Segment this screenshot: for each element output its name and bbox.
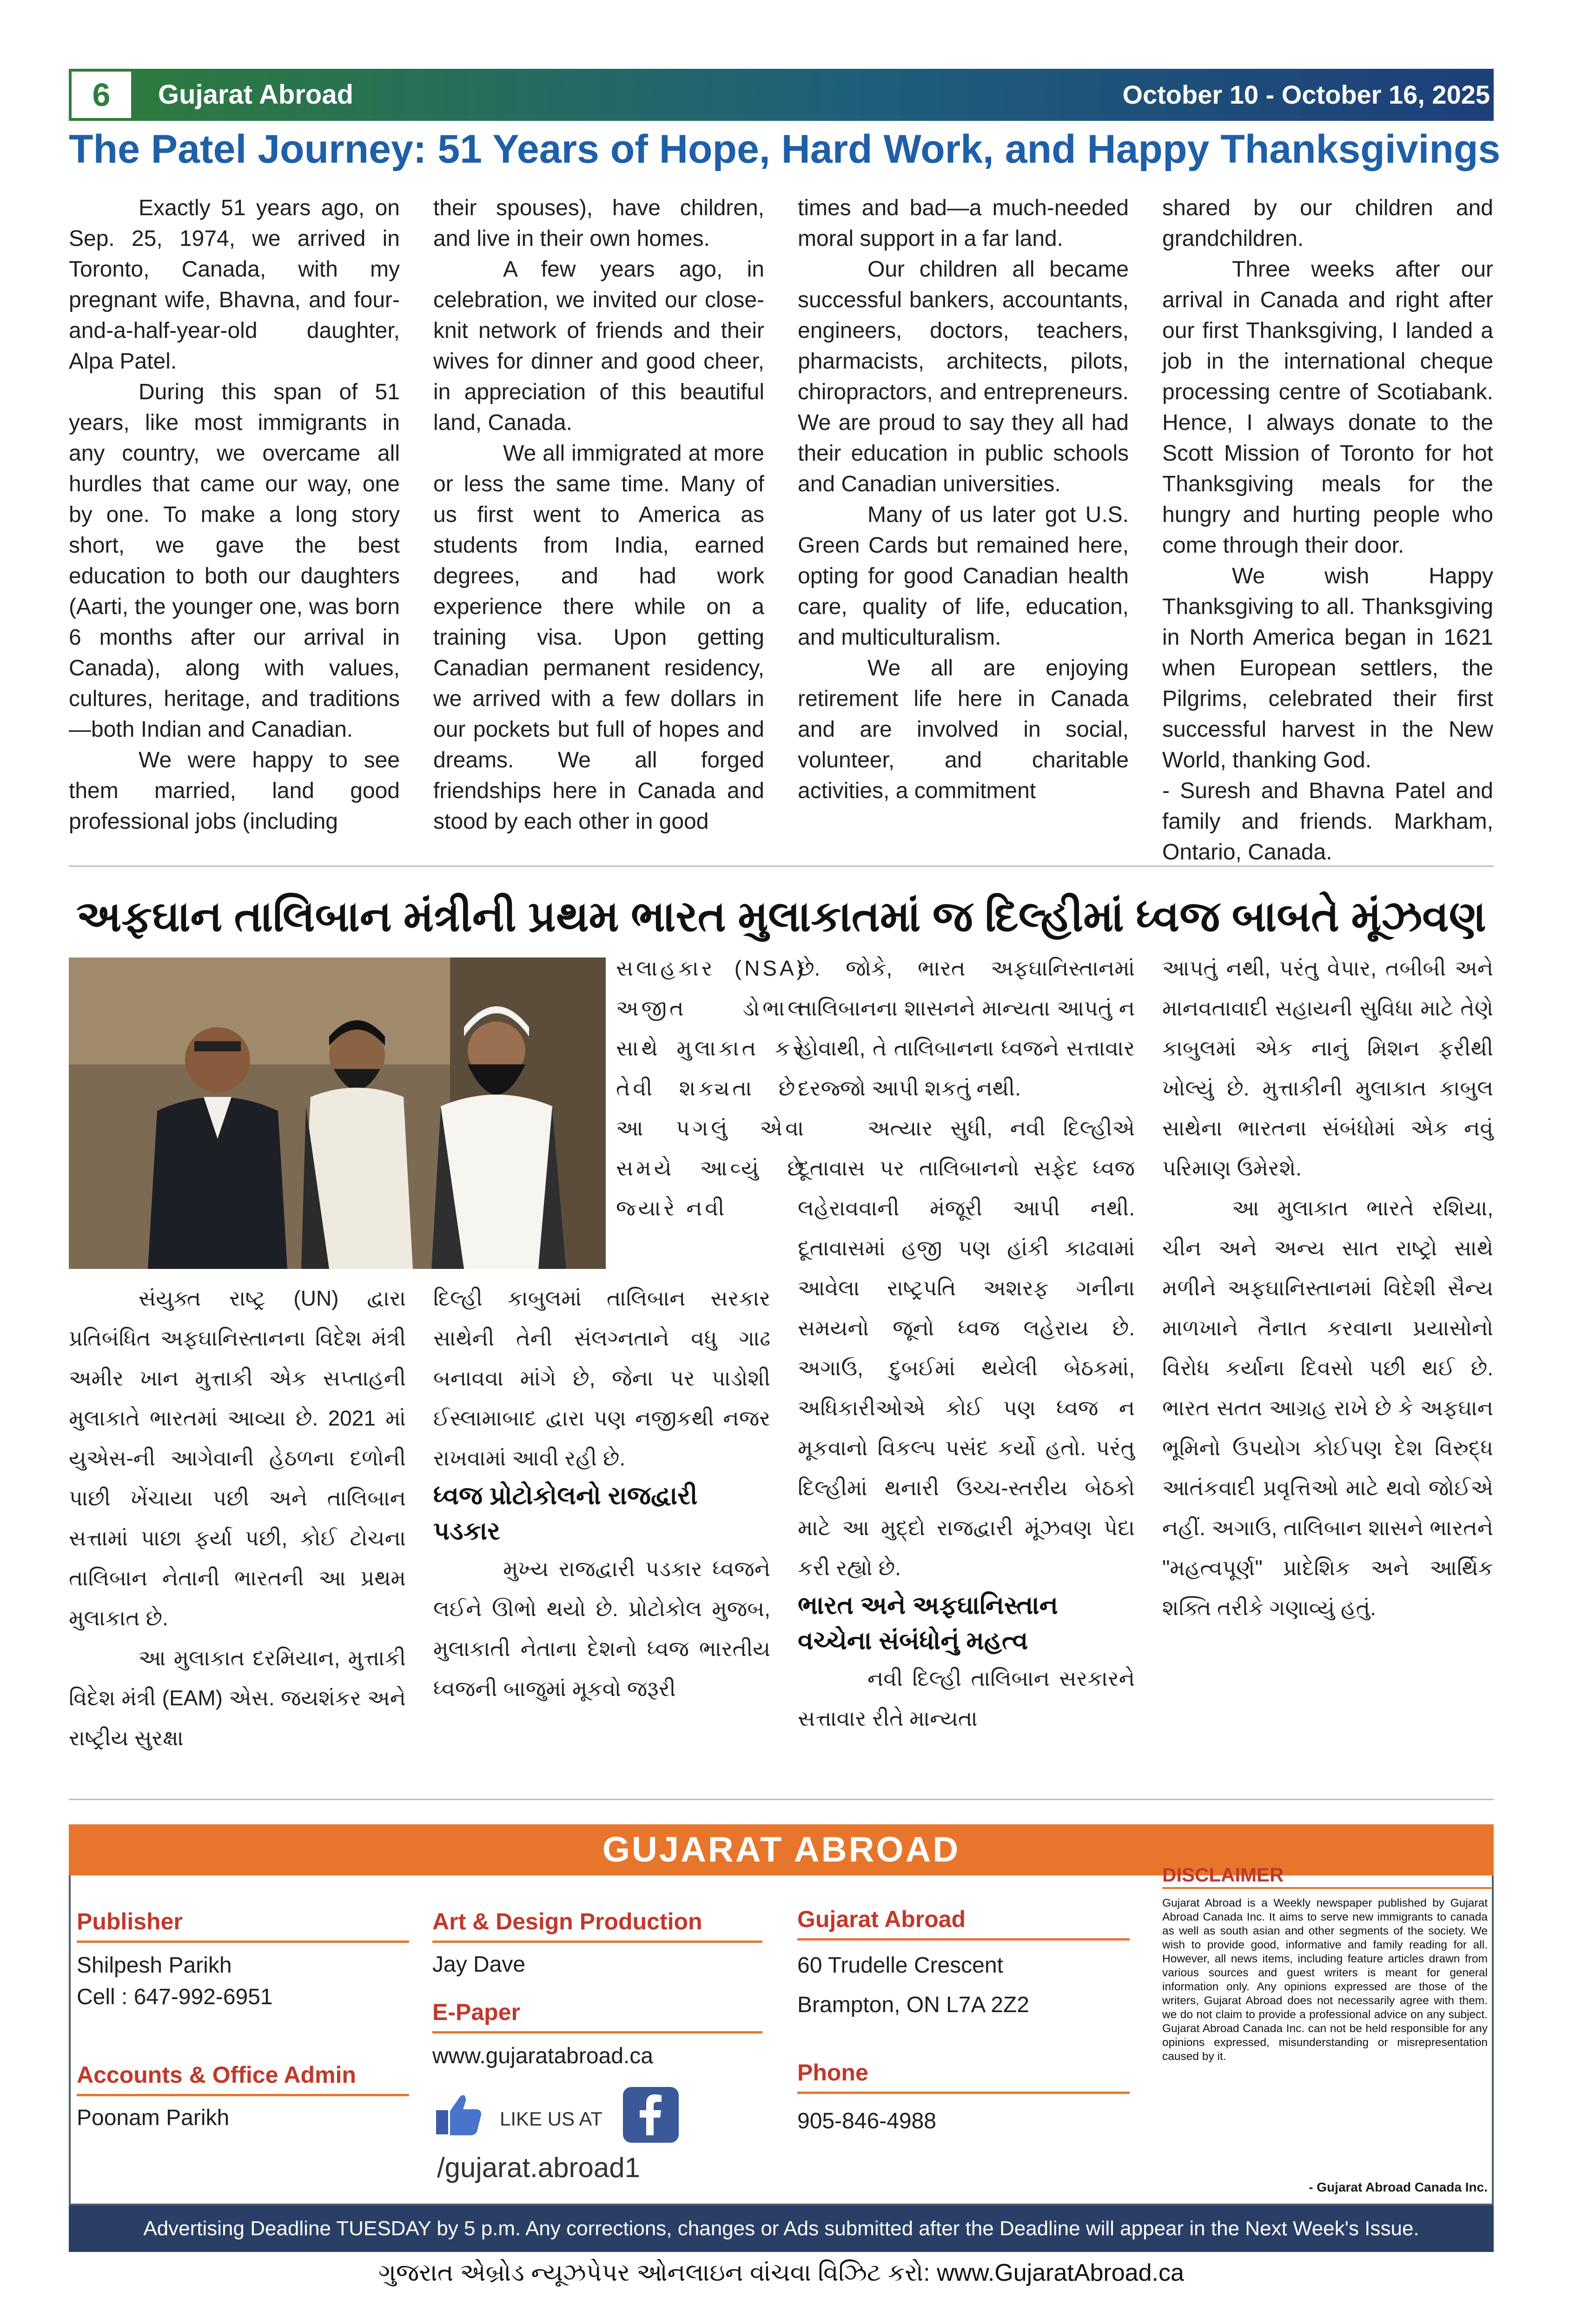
paragraph: છે. જોકે, ભારત અફઘાનિસ્તાનમાં તાલિબાનના શાસનને માન્યતા આપતું ન હોવાથી, તે તાલિબાનના ધ્વજને સત્તાવાર દરજ્જો આપી શકતું નથી. bbox=[798, 956, 1135, 1100]
disclaimer-heading: DISCLAIMER bbox=[1162, 1864, 1284, 1886]
address-line-1: 60 Trudelle Crescent bbox=[797, 1953, 1003, 1978]
paragraph: આ મુલાકાત દરમિયાન, મુત્તાકી વિદેશ મંત્રી (EAM) એસ. જયશંકર અને રાષ્ટ્રીય સુરક્ષા bbox=[69, 1646, 406, 1750]
accounts-name: Poonam Parikh bbox=[77, 2106, 230, 2130]
heading-underline bbox=[77, 2094, 409, 2096]
advertising-deadline-bar: Advertising Deadline TUESDAY by 5 p.m. Any corrections, changes or Ads submitted after the Deadline will appear in the Next Week's Issue. bbox=[69, 2205, 1494, 2252]
paragraph: Many of us later got U.S. Green Cards but remained here, opting for good Canadian health care, quality of life, education, and multiculturalism. bbox=[798, 502, 1129, 650]
heading-underline bbox=[77, 1941, 409, 1943]
paragraph: Exactly 51 years ago, on Sep. 25, 1974, we arrived in Toronto, Canada, with my pregnant wife, Bhavna, and four-and-a-half-year-old daughter, Alpa Patel. bbox=[69, 196, 400, 374]
article2-column-2 bbox=[433, 1278, 770, 1709]
paragraph: shared by our children and grandchildren. bbox=[1162, 196, 1493, 251]
article2-column-1 bbox=[69, 1278, 406, 1758]
paragraph: - Suresh and Bhavna Patel and family and friends. Markham, Ontario, Canada. bbox=[1162, 779, 1493, 865]
paragraph: નવી દિલ્હી તાલિબાન સરકારને સત્તાવાર રીતે માન્યતા bbox=[798, 1666, 1135, 1730]
section-divider bbox=[69, 1799, 1494, 1800]
publisher-name: Shilpesh Parikh bbox=[77, 1953, 232, 1978]
publisher-cell: Cell : 647-992-6951 bbox=[77, 1985, 273, 2009]
paragraph: We were happy to see them married, land good professional jobs (including bbox=[69, 748, 400, 834]
paragraph: During this span of 51 years, like most immigrants in any country, we overcame all hurdles that came our way, one by one. To make a long story short, we gave the best education to both our daughters (Aarti, the younger one, was born 6 months after our arrival in Canada), along with values, cultures, heritage, and traditions—both Indian and Canadian. bbox=[69, 380, 400, 742]
paragraph: દિલ્હી કાબુલમાં તાલિબાન સરકાર સાથેની તેની સંલગ્નતાને વધુ ગાઢ બનાવવા માંગે છે, જેના પર પાડોશી ઈસ્લામાબાદ દ્વારા પણ નજીકથી નજર રાખવામાં આવી રહી છે. bbox=[433, 1286, 770, 1470]
masthead-banner: GUJARAT ABROAD bbox=[69, 1824, 1494, 1875]
epaper-link[interactable]: www.gujaratabroad.ca bbox=[432, 2044, 653, 2068]
article1-column-2 bbox=[433, 193, 764, 837]
article2-side-text bbox=[616, 948, 807, 1228]
paragraph: We wish Happy Thanksgiving to all. Thanksgiving in North America began in 1621 when European settlers, the Pilgrims, celebrated their first successful harvest in the New World, thanking God. bbox=[1162, 564, 1493, 772]
website-promo[interactable]: ગુજરાત એબ્રોડ ન્યૂઝપેપર ઓનલાઇન વાંચવા વિઝિટ કરો: www.GujaratAbroad.ca bbox=[378, 2259, 1184, 2286]
paragraph: સંયુક્ત રાષ્ટ્ર (UN) દ્વારા પ્રતિબંધિત અફઘાનિસ્તાનના વિદેશ મંત્રી અમીર ખાન મુત્તાકી એક સપ્તાહની મુલાકાતે ભારતમાં આવ્યા છે. 2021 માં યુએસ-ની આગેવાની હેઠળના દળોની પાછી ખેંચાયા પછી અને તાલિબાન સત્તામાં પાછા ફર્યા પછી, કોઈ ટોચના તાલિબાન નેતાની ભારતની આ પ્રથમ મુલાકાત છે. bbox=[69, 1286, 406, 1630]
phone-heading: Phone bbox=[797, 2060, 868, 2086]
section-divider bbox=[69, 865, 1494, 867]
subheading: ધ્વજ પ્રોટોકોલનો રાજદ્વારી પડકાર bbox=[433, 1482, 698, 1545]
art-name: Jay Dave bbox=[432, 1952, 526, 1977]
art-heading: Art & Design Production bbox=[432, 1908, 702, 1934]
phone-number: 905-846-4988 bbox=[797, 2109, 936, 2133]
article2-column-4 bbox=[1162, 948, 1493, 1628]
address-heading: Gujarat Abroad bbox=[797, 1906, 966, 1932]
paragraph: We all immigrated at more or less the same time. Many of us first went to America as students from India, earned degrees, and had work experience there while on a training visa. Upon getting Canadian permanent residency, we arrived with a few dollars in our pockets but full of hopes and dreams. We all forged friendships here in Canada and stood by each other in good bbox=[433, 441, 764, 834]
publisher-heading: Publisher bbox=[77, 1908, 183, 1934]
heading-underline bbox=[432, 1941, 762, 1943]
heading-underline bbox=[797, 1938, 1130, 1941]
paragraph: આપતું નથી, પરંતુ વેપાર, તબીબી અને માનવતાવાદી સહાયની સુવિધા માટે તેણે કાબુલમાં એક નાનું મિશન ફરીથી ખોલ્યું છે. મુત્તાકીની મુલાકાત કાબુલ સાથેના ભારતના સંબંધોમાં એક નવું પરિમાણ ઉમેરશે. bbox=[1162, 956, 1493, 1180]
news-photo bbox=[69, 957, 606, 1269]
article1-column-3 bbox=[798, 193, 1129, 806]
paragraph: their spouses), have children, and live in their own homes. bbox=[433, 196, 764, 251]
subheading: ભારત અને અફઘાનિસ્તાન વચ્ચેના સંબંધોનું મહત્વ bbox=[798, 1591, 1058, 1655]
issue-date: October 10 - October 16, 2025 bbox=[1122, 80, 1490, 109]
paragraph: A few years ago, in celebration, we invited our close-knit network of friends and their wives for dinner and good cheer, in appreciation of this beautiful land, Canada. bbox=[433, 257, 764, 435]
paragraph: સલાહકાર (NSA) અજીત ડોભાલ સાથે મુલાકાત કરે તેવી શક્યતા છે. આ પગલું એવા સમયે આવ્યું છે જ્યારે નવી bbox=[616, 956, 807, 1220]
thumbs-up-icon bbox=[432, 2087, 483, 2138]
heading-underline bbox=[432, 2031, 762, 2034]
publication-name: Gujarat Abroad bbox=[158, 79, 354, 110]
heading-underline bbox=[1162, 1887, 1492, 1889]
accounts-heading: Accounts & Office Admin bbox=[77, 2062, 356, 2088]
article2-title: અફઘાન તાલિબાન મંત્રીની પ્રથમ ભારત મુલાકાતમાં જ દિલ્હીમાં ધ્વજ બાબતે મૂંઝવણ bbox=[76, 893, 1486, 940]
article2-column-3 bbox=[798, 948, 1135, 1738]
page-number: 6 bbox=[69, 69, 134, 121]
photo-illustration bbox=[69, 957, 606, 1269]
paragraph: આ મુલાકાત ભારતે રશિયા, ચીન અને અન્ય સાત રાષ્ટ્રો સાથે મળીને અફઘાનિસ્તાનમાં વિદેશી સૈન્ય માળખાને તૈનાત કરવાના પ્રયાસોનો વિરોધ કર્યાના દિવસો પછી થઈ છે. ભારત સતત આગ્રહ રાખે છે કે અફઘાન ભૂમિનો ઉપયોગ કોઈપણ દેશ વિરુદ્ધ આતંકવાદી પ્રવૃત્તિઓ માટે થવો જોઈએ નહીં. અગાઉ, તાલિબાન શાસને ભારતને "મહત્વપૂર્ણ" પ્રાદેશિક અને આર્થિક શક્તિ તરીકે ગણાવ્યું હતું. bbox=[1162, 1196, 1493, 1620]
like-us-text: LIKE US AT bbox=[500, 2108, 602, 2130]
paragraph: મુખ્ય રાજદ્વારી પડકાર ધ્વજને લઈને ઊભો થયો છે. પ્રોટોકોલ મુજબ, મુલાકાતી નેતાના દેશનો ધ્વજ ભારતીય ધ્વજની બાજુમાં મૂકવો જરૂરી bbox=[433, 1557, 770, 1701]
disclaimer-text: Gujarat Abroad is a Weekly newspaper published by Gujarat Abroad Canada Inc. It aims to serve new immigrants to canada as well as south asian and other segments of the society. We wish to provide good, informative and family reading for all. However, all news items, including feature articles drawn from various sources and guest writers is meant for general information only. Any opinions expressed are those of the writers, Gujarat Abroad does not necessarily agree with them. we do not claim to provide a professional advice on any subject. Gujarat Abroad Canada Inc. can not be held responsible for any opinions expressed, misunderstanding or misrepresentation caused by it. bbox=[1162, 1897, 1488, 2063]
heading-underline bbox=[797, 2092, 1130, 2094]
facebook-handle[interactable]: /gujarat.abroad1 bbox=[437, 2152, 640, 2183]
epaper-heading: E-Paper bbox=[432, 1999, 520, 2025]
article1-column-4 bbox=[1162, 193, 1493, 868]
facebook-icon[interactable] bbox=[623, 2087, 679, 2143]
paragraph: We all are enjoying retirement life here in Canada and are involved in social, volunteer, and charitable activities, a commitment bbox=[798, 656, 1129, 803]
paragraph: times and bad—a much-needed moral support in a far land. bbox=[798, 196, 1129, 251]
paragraph: Three weeks after our arrival in Canada and right after our first Thanksgiving, I landed a job in the international cheque processing centre of Scotiabank. Hence, I always donate to the Scott Mission of Toronto for hot Thanksgiving meals for the hungry and hurting people who come through their door. bbox=[1162, 257, 1493, 558]
address-line-2: Brampton, ON L7A 2Z2 bbox=[797, 1993, 1029, 2017]
article1-column-1 bbox=[69, 193, 400, 837]
disclaimer-signoff: - Gujarat Abroad Canada Inc. bbox=[1309, 2180, 1488, 2194]
paragraph: અત્યાર સુધી, નવી દિલ્હીએ દૂતાવાસ પર તાલિબાનનો સફેદ ધ્વજ લહેરાવવાની મંજૂરી આપી નથી. દૂતાવાસમાં હજી પણ હાંકી કાઢવામાં આવેલા રાષ્ટ્રપતિ અશરફ ગનીના સમયનો જૂનો ધ્વજ લહેરાય છે. અગાઉ, દુબઈમાં થયેલી બેઠકમાં, અધિકારીઓએ કોઈ પણ ધ્વજ ન મૂકવાનો વિકલ્પ પસંદ કર્યો હતો. પરંતુ દિલ્હીમાં થનારી ઉચ્ચ-સ્તરીય બેઠકો માટે આ મુદ્દો રાજદ્વારી મૂંઝવણ પેદા કરી રહ્યો છે. bbox=[798, 1116, 1135, 1580]
paragraph: Our children all became successful bankers, accountants, engineers, doctors, teachers, pharmacists, architects, pilots, chiropractors, and entrepreneurs. We are proud to say they all had their education in public schools and Canadian universities. bbox=[798, 257, 1129, 496]
article-title: The Patel Journey: 51 Years of Hope, Hard Work, and Happy Thanksgivings bbox=[69, 127, 1501, 172]
